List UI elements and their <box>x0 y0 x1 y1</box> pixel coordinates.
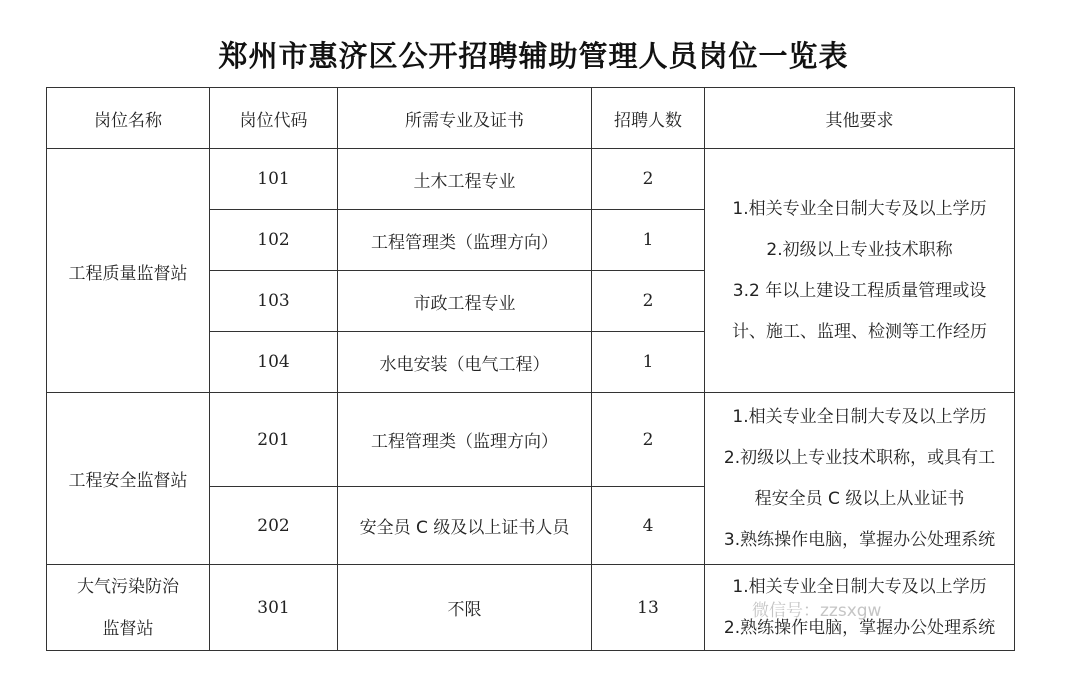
header-recruit-count: 招聘人数 <box>592 88 705 149</box>
position-name-line: 大气污染防治 <box>77 576 179 597</box>
position-code-cell: 102 <box>210 210 338 271</box>
wechat-watermark: 微信号：zzsxgw <box>752 601 882 621</box>
major-cell: 市政工程专业 <box>338 271 592 332</box>
position-code-cell: 301 <box>210 565 338 651</box>
major-cell: 土木工程专业 <box>338 149 592 210</box>
table-row <box>47 149 1015 210</box>
requirement-line: 3.2 年以上建设工程质量管理或设 <box>732 280 987 301</box>
requirements-cell <box>705 149 1015 393</box>
position-name-cell <box>47 565 210 651</box>
requirements-cell <box>705 565 1015 651</box>
position-code-cell: 101 <box>210 149 338 210</box>
requirement-line: 计、施工、监理、检测等工作经历 <box>732 321 987 342</box>
position-name-cell: 工程质量监督站 <box>47 149 210 393</box>
document-title: 郑州市惠济区公开招聘辅助管理人员岗位一览表 <box>218 39 849 73</box>
count-cell: 2 <box>592 271 705 332</box>
table-row <box>47 565 1015 651</box>
position-code-cell: 104 <box>210 332 338 393</box>
count-cell: 1 <box>592 210 705 271</box>
requirements-cell <box>705 393 1015 565</box>
count-cell: 2 <box>592 149 705 210</box>
requirement-line: 1.相关专业全日制大专及以上学历 <box>732 198 987 219</box>
major-cell: 安全员 C 级及以上证书人员 <box>338 487 592 565</box>
count-cell: 13 <box>592 565 705 651</box>
requirement-line: 1.相关专业全日制大专及以上学历 <box>732 406 987 427</box>
requirement-line: 3.熟练操作电脑，掌握办公处理系统 <box>723 529 996 550</box>
requirement-line: 2.初级以上专业技术职称 <box>766 239 953 260</box>
header-major-certificate: 所需专业及证书 <box>338 88 592 149</box>
position-code-cell: 103 <box>210 271 338 332</box>
header-position-code: 岗位代码 <box>210 88 338 149</box>
header-other-requirements: 其他要求 <box>705 88 1015 149</box>
requirement-line: 2.熟练操作电脑，掌握办公处理系统 <box>723 617 996 638</box>
major-cell: 水电安装（电气工程） <box>338 332 592 393</box>
position-name-line: 监督站 <box>102 618 154 639</box>
positions-table <box>46 87 1015 651</box>
table-header-row <box>47 88 1015 149</box>
position-code-cell: 201 <box>210 393 338 487</box>
major-cell: 工程管理类（监理方向） <box>338 210 592 271</box>
major-cell: 不限 <box>338 565 592 651</box>
header-position-name: 岗位名称 <box>47 88 210 149</box>
count-cell: 1 <box>592 332 705 393</box>
requirement-line: 1.相关专业全日制大专及以上学历 <box>732 576 987 597</box>
requirement-line: 程安全员 C 级以上从业证书 <box>754 488 965 509</box>
count-cell: 2 <box>592 393 705 487</box>
requirement-line: 2.初级以上专业技术职称，或具有工 <box>723 447 996 468</box>
table-row <box>47 393 1015 487</box>
position-code-cell: 202 <box>210 487 338 565</box>
position-name-cell: 工程安全监督站 <box>47 393 210 565</box>
major-cell: 工程管理类（监理方向） <box>338 393 592 487</box>
count-cell: 4 <box>592 487 705 565</box>
